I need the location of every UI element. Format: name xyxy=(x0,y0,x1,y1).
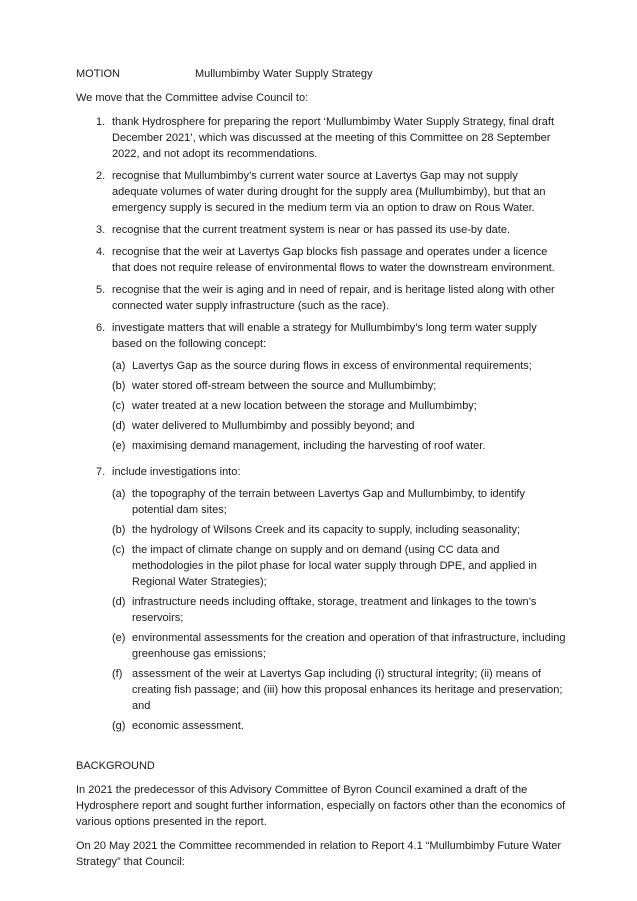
document-page xyxy=(76,66,566,878)
sub-letter: (g) xyxy=(112,720,126,732)
sub-item xyxy=(112,718,566,734)
sub-letter: (f) xyxy=(112,668,123,680)
sub-item xyxy=(112,666,566,714)
motion-list xyxy=(76,114,566,738)
list-item xyxy=(76,114,566,162)
item-text: recognise that the weir is aging and in need of repair, and is heritage listed along with other connected water supply infrastructure (such as the race). xyxy=(112,284,555,312)
sub-text: infrastructure needs including offtake, storage, treatment and linkages to the town’s reservoirs; xyxy=(132,596,537,624)
sub-text: the impact of climate change on supply and on demand (using CC data and methodologies in the pilot phase for local water supply through DPE, and applied in Regional Water Strategies); xyxy=(132,544,537,588)
sub-item xyxy=(112,542,566,590)
item-number: 1. xyxy=(96,116,106,128)
list-item xyxy=(76,282,566,314)
sub-text: the topography of the terrain between Lavertys Gap and Mullumbimby, to identify potential dam sites; xyxy=(132,488,525,516)
background-paragraph-2: On 20 May 2021 the Committee recommended in relation to Report 4.1 “Mullumbimby Future Water Strategy” that Council: xyxy=(76,840,562,868)
item-text: investigate matters that will enable a strategy for Mullumbimby’s long term water supply based on the following concept: xyxy=(112,322,537,350)
background-paragraph-1: In 2021 the predecessor of this Advisory Committee of Byron Council examined a draft of the Hydrosphere report and sought further information, especially on factors other than the economics of various options presented in the report. xyxy=(76,784,566,828)
item-number: 4. xyxy=(96,246,106,258)
sub-text: water treated at a new location between the storage and Mullumbimby; xyxy=(132,400,477,412)
sub-letter: (e) xyxy=(112,632,126,644)
sub-text: economic assessment. xyxy=(132,720,244,732)
sub-letter: (c) xyxy=(112,400,125,412)
sub-item xyxy=(112,522,566,538)
sub-text: water delivered to Mullumbimby and possibly beyond; and xyxy=(132,420,415,432)
item-text: recognise that the current treatment system is near or has passed its use-by date. xyxy=(112,224,511,236)
item-number: 3. xyxy=(96,224,106,236)
motion-label: MOTION xyxy=(76,68,120,80)
motion-title: Mullumbimby Water Supply Strategy xyxy=(195,68,373,80)
list-item xyxy=(76,464,566,738)
sub-item xyxy=(112,438,566,454)
item-number: 2. xyxy=(96,170,106,182)
sub-text: the hydrology of Wilsons Creek and its capacity to supply, including seasonality; xyxy=(132,524,521,536)
sub-item xyxy=(112,630,566,662)
sub-item xyxy=(112,418,566,434)
sub-letter: (d) xyxy=(112,420,126,432)
sub-text: environmental assessments for the creation and operation of that infrastructure, including greenhouse gas emissions; xyxy=(132,632,566,660)
sub-letter: (b) xyxy=(112,524,126,536)
sub-text: maximising demand management, including the harvesting of roof water. xyxy=(132,440,486,452)
list-item xyxy=(76,222,566,238)
sub-letter: (a) xyxy=(112,360,126,372)
intro-text: We move that the Committee advise Council to: xyxy=(76,92,309,104)
background-heading: BACKGROUND xyxy=(76,760,155,772)
list-item xyxy=(76,168,566,216)
sub-list xyxy=(112,358,566,454)
sub-text: Lavertys Gap as the source during flows in excess of environmental requirements; xyxy=(132,360,532,372)
sub-list xyxy=(112,486,566,734)
sub-item xyxy=(112,486,566,518)
sub-item xyxy=(112,358,566,374)
sub-text: assessment of the weir at Lavertys Gap including (i) structural integrity; (ii) means of creating fish passage; and (iii) how this proposal enhances its heritage and preservation; and xyxy=(132,668,563,712)
sub-letter: (c) xyxy=(112,544,125,556)
list-item xyxy=(76,244,566,276)
sub-letter: (d) xyxy=(112,596,126,608)
item-text: include investigations into: xyxy=(112,466,241,478)
item-text: recognise that the weir at Lavertys Gap blocks fish passage and operates under a licence that does not require release of environmental flows to water the downstream environment. xyxy=(112,246,555,274)
motion-header xyxy=(76,66,566,82)
sub-letter: (e) xyxy=(112,440,126,452)
sub-letter: (b) xyxy=(112,380,126,392)
item-number: 5. xyxy=(96,284,106,296)
item-number: 6. xyxy=(96,322,106,334)
item-number: 7. xyxy=(96,466,106,478)
item-text: thank Hydrosphere for preparing the report ‘Mullumbimby Water Supply Strategy, final draft December 2021’, which was discussed at the meeting of this Committee on 28 September 2022, and not adopt its recommendations. xyxy=(112,116,555,160)
sub-item xyxy=(112,398,566,414)
list-item xyxy=(76,320,566,458)
sub-letter: (a) xyxy=(112,488,126,500)
item-text: recognise that Mullumbimby’s current water source at Lavertys Gap may not supply adequate volumes of water during drought for the supply area (Mullumbimby), but that an emergency supply is secured in the medium term via an option to draw on Rous Water. xyxy=(112,170,546,214)
sub-text: water stored off-stream between the source and Mullumbimby; xyxy=(132,380,437,392)
sub-item xyxy=(112,594,566,626)
sub-item xyxy=(112,378,566,394)
